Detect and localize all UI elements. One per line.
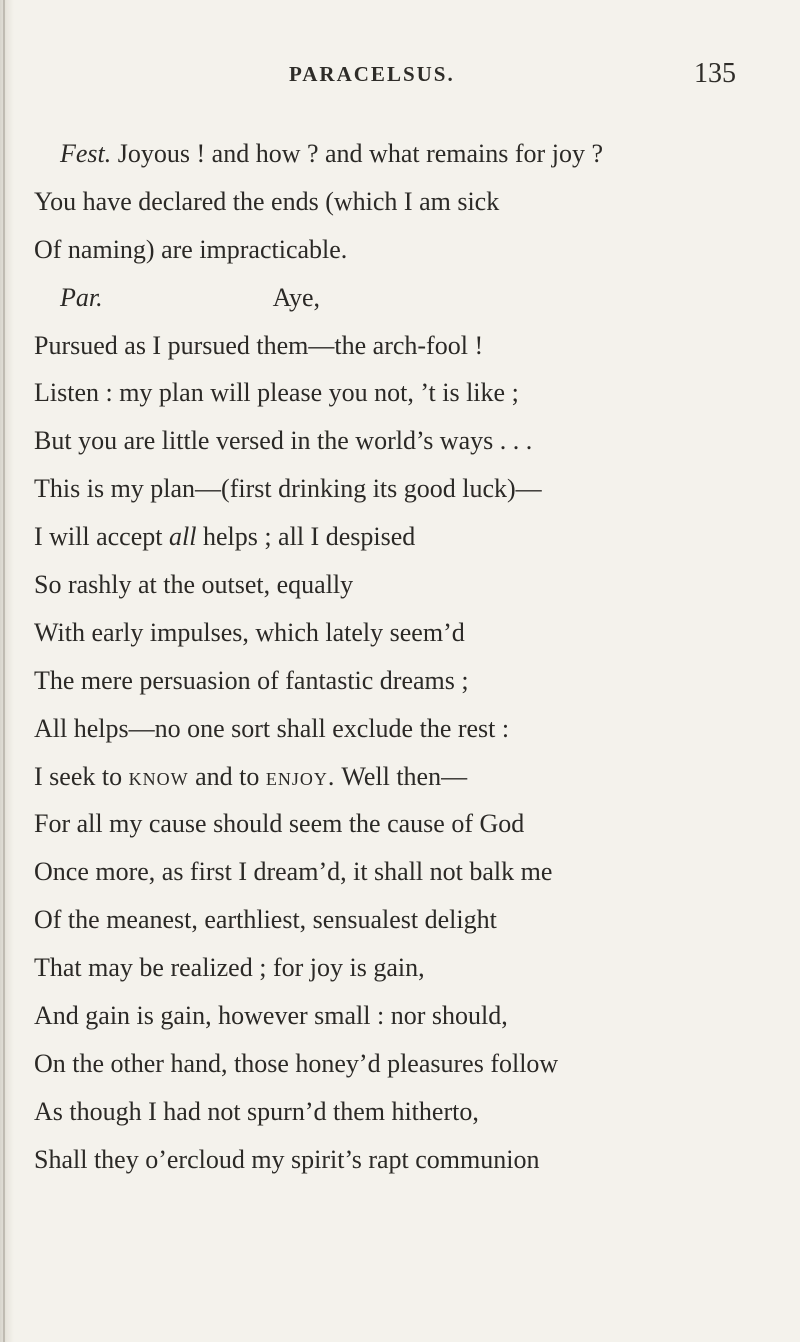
verse-text: helps ; all I despised (202, 522, 416, 552)
verse-line-10: So rashly at the outset, equally (34, 570, 354, 600)
verse-line-3: Of naming) are impracticable. (34, 234, 348, 264)
verse-line-17: Of the meanest, earthliest, sensualest delight (34, 905, 497, 935)
verse-text: I will accept (34, 522, 163, 552)
verse-text: I seek to (34, 761, 123, 791)
page-gutter (0, 0, 14, 1342)
verse-line-11: With early impulses, which lately seem’d (34, 617, 465, 647)
verse-text: Aye, (272, 282, 321, 312)
running-title: PARACELSUS. (289, 62, 455, 86)
verse-line-9 (34, 513, 774, 561)
speaker-fest: Fest. (60, 139, 112, 168)
verse-line-19: And gain is gain, however small : nor should, (34, 1001, 508, 1031)
page-header (0, 58, 800, 94)
verse-line-8: This is my plan—(first drinking its good luck)— (34, 474, 542, 504)
verse-line-12: The mere persuasion of fantastic dreams ; (34, 665, 469, 695)
verse-line-2: You have declared the ends (which I am sick (34, 186, 500, 216)
verse-line-14 (34, 753, 774, 801)
verse-line-20: On the other hand, those honey’d pleasures follow (34, 1048, 559, 1078)
verse-text: Well then— (341, 761, 468, 791)
speaker-par: Par. (60, 282, 103, 312)
verse-line-5: Pursued as I pursued them—the arch-fool ! (34, 330, 484, 360)
verse-line-7: But you are little versed in the world’s ways . . . (34, 426, 533, 456)
verse-line-1 (34, 130, 774, 178)
verse-text: Joyous ! and how ? and what remains for joy ? (117, 139, 603, 168)
binding-edge (3, 0, 5, 1342)
verse-line-18: That may be realized ; for joy is gain, (34, 953, 425, 983)
verse-line-21: As though I had not spurn’d them hitherto, (34, 1096, 479, 1126)
small-caps-enjoy: enjoy. (265, 761, 336, 791)
verse-line-13: All helps—no one sort shall exclude the rest : (34, 713, 510, 743)
emphasis-all: all (169, 522, 197, 552)
small-caps-know: know (128, 761, 189, 791)
verse-line-4 (34, 274, 774, 322)
verse-line-6: Listen : my plan will please you not, ’t is like ; (34, 378, 519, 408)
verse-line-16: Once more, as first I dream’d, it shall not balk me (34, 857, 553, 887)
verse-line-15: For all my cause should seem the cause of God (34, 809, 525, 839)
verse-line-22: Shall they o’ercloud my spirit’s rapt communion (34, 1144, 540, 1174)
verse-text: and to (195, 761, 260, 791)
verse-body (34, 130, 774, 1184)
page-number: 135 (694, 58, 736, 89)
